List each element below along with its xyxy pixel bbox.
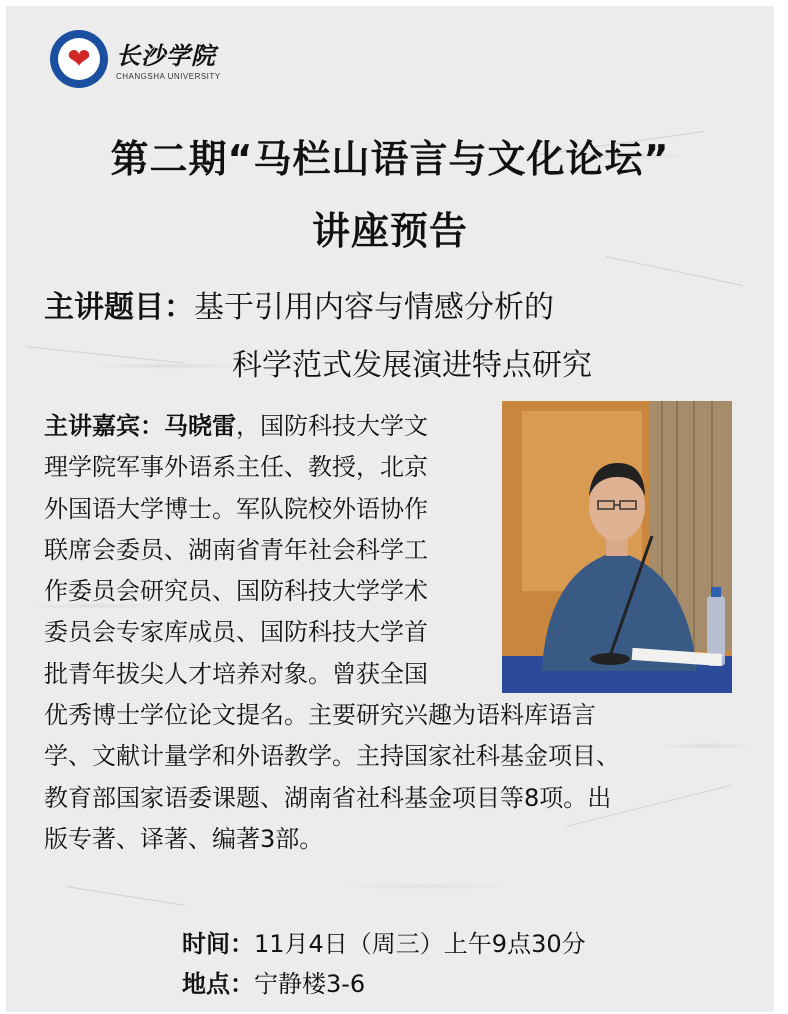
speaker-label: 主讲嘉宾： xyxy=(44,412,164,440)
topic-line1: 基于引用内容与情感分析的 xyxy=(194,290,554,325)
place-label: 地点： xyxy=(182,970,254,998)
bio-line: 学、文献计量学和外语教学。主持国家社科基金项目、 xyxy=(44,742,620,771)
time-label: 时间： xyxy=(182,930,254,958)
paper-texture xyxy=(606,256,743,286)
poster xyxy=(6,6,774,1012)
speaker-bio xyxy=(44,406,734,860)
bio-line: 联席会委员、湖南省青年社会科学工 xyxy=(44,535,428,564)
place-value: 宁静楼3-6 xyxy=(254,970,366,998)
bio-line: 理学院军事外语系主任、教授，北京 xyxy=(44,453,428,482)
university-name-cn: 长沙学院 xyxy=(116,41,216,70)
university-brand xyxy=(116,36,221,81)
lecture-location xyxy=(182,964,365,999)
heart-emblem-icon: ❤ xyxy=(67,42,91,75)
speaker-name: 马晓雷 xyxy=(164,412,236,440)
paper-texture xyxy=(66,886,185,906)
lecture-time xyxy=(182,924,586,959)
poster-title-line1: 第二期“马栏山语言与文化论坛” xyxy=(110,137,670,181)
bio-line xyxy=(44,406,734,447)
lecture-topic xyxy=(44,279,592,395)
bio-text: ，国防科技大学文 xyxy=(236,412,428,440)
topic-line2: 科学范式发展演进特点研究 xyxy=(232,348,592,383)
topic-label: 主讲题目： xyxy=(44,290,194,325)
bio-line: 批青年拔尖人才培养对象。曾获全国 xyxy=(44,659,428,688)
university-name-en: CHANGSHA UNIVERSITY xyxy=(116,72,221,81)
university-logo xyxy=(50,30,108,88)
bio-line: 版专著、译著、编著3部。 xyxy=(44,824,324,853)
bio-line: 优秀博士学位论文提名。主要研究兴趣为语料库语言 xyxy=(44,701,596,730)
time-value: 11月4日（周三）上午9点30分 xyxy=(254,930,586,958)
bio-line: 委员会专家库成员、国防科技大学首 xyxy=(44,618,428,647)
poster-title-line2: 讲座预告 xyxy=(311,209,468,253)
bio-line: 外国语大学博士。军队院校外语协作 xyxy=(44,494,428,523)
bio-line: 作委员会研究员、国防科技大学学术 xyxy=(44,577,428,606)
bio-line: 教育部国家语委课题、湖南省社科基金项目等8项。出 xyxy=(44,783,612,812)
